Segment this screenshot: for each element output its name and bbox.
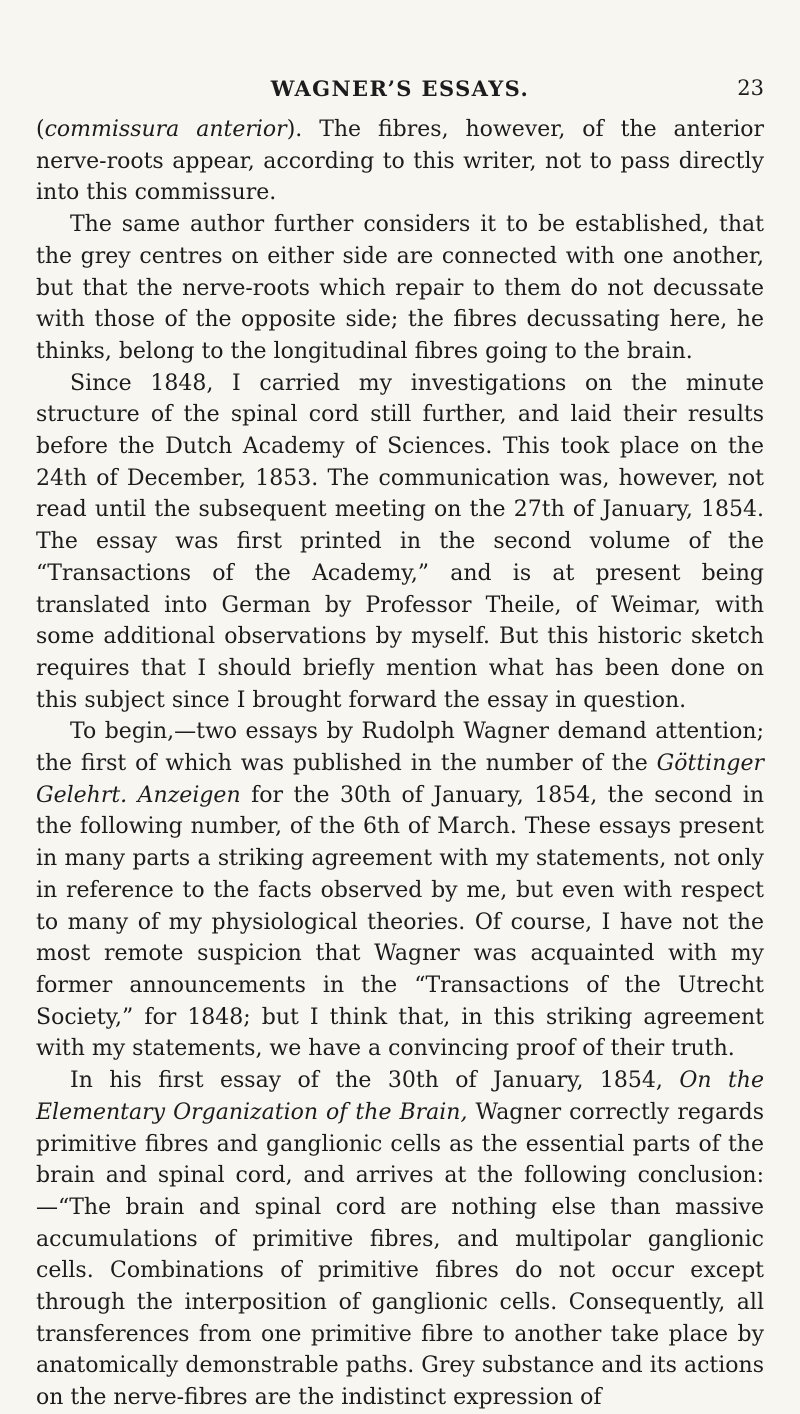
text-run: In his first essay of the 30th of January, 1854, — [70, 1068, 680, 1094]
page-header — [36, 76, 764, 106]
book-page — [36, 76, 764, 1414]
body-text — [36, 114, 764, 1414]
text-run: Since 1848, I carried my investigations on the minute structure of the spinal cord still further, and laid their results before the Dutch Academy of Sciences. This took place on the 24th of December, 1853. The communication was, however, not read until the subsequent meeting on the 27th of January, 1854. The essay was first printed in the second volume of the “Transactions of the Academy,” and is at present being translated into German by Professor Theile, of Weimar, with some additional observations by myself. But this historic sketch requires that I should briefly mention what has been done on this subject since I brought forward the essay in question. — [36, 370, 764, 713]
text-run: ( — [36, 117, 45, 142]
paragraph-3 — [36, 368, 764, 717]
text-run: ). The fibres, however, of the anterior nerve-roots appear, according to this writer, not to pass directly into this commissure. — [36, 117, 764, 206]
italic-text: commissura anterior — [44, 117, 287, 142]
paragraph-4 — [36, 716, 764, 1065]
paragraph-1 — [36, 114, 764, 209]
running-head: WAGNER’S ESSAYS. — [270, 76, 530, 101]
page-number: 23 — [737, 76, 764, 100]
text-run: for the 30th of January, 1854, the second in the following number, of the 6th of March. These essays present in many parts a striking agreement with my statements, not only in reference to the facts observed by me, but even with respect to many of my physiological theories. Of course, I have not the most remote suspicion that Wagner was acquainted with my former announcements in the “Transactions of the Utrecht Society,” for 1848; but I think that, in this striking agreement with my statements, we have a convincing proof of their truth. — [36, 782, 764, 1062]
paragraph-2 — [36, 209, 764, 368]
paragraph-5 — [36, 1065, 764, 1414]
italic-text: On the Elementary Organization of the Brain, — [36, 1068, 764, 1125]
text-run: The same author further considers it to be established, that the grey centres on either side are connected with one another, but that the nerve-roots which repair to them do not decussate with those of the opposite side; the fibres decussating here, he thinks, belong to the longitudinal fibres going to the brain. — [36, 212, 764, 364]
italic-text: Göttinger Gelehrt. Anzeigen — [36, 751, 764, 808]
text-run: Wagner correctly regards primitive fibres and ganglionic cells as the essential parts of the brain and spinal cord, and arrives at the following conclusion:—“The brain and spinal cord are nothing else than massive accumulations of primitive fibres, and multipolar ganglionic cells. Combinations of primitive fibres do not occur except through the interposition of ganglionic cells. Consequently, all transferences from one primitive fibre to another take place by anatomically demonstrable paths. Grey substance and its actions on the nerve-fibres are the indistinct expression of — [36, 1099, 764, 1411]
text-run: To begin,—two essays by Rudolph Wagner demand attention; the first of which was published in the number of the — [36, 719, 764, 777]
